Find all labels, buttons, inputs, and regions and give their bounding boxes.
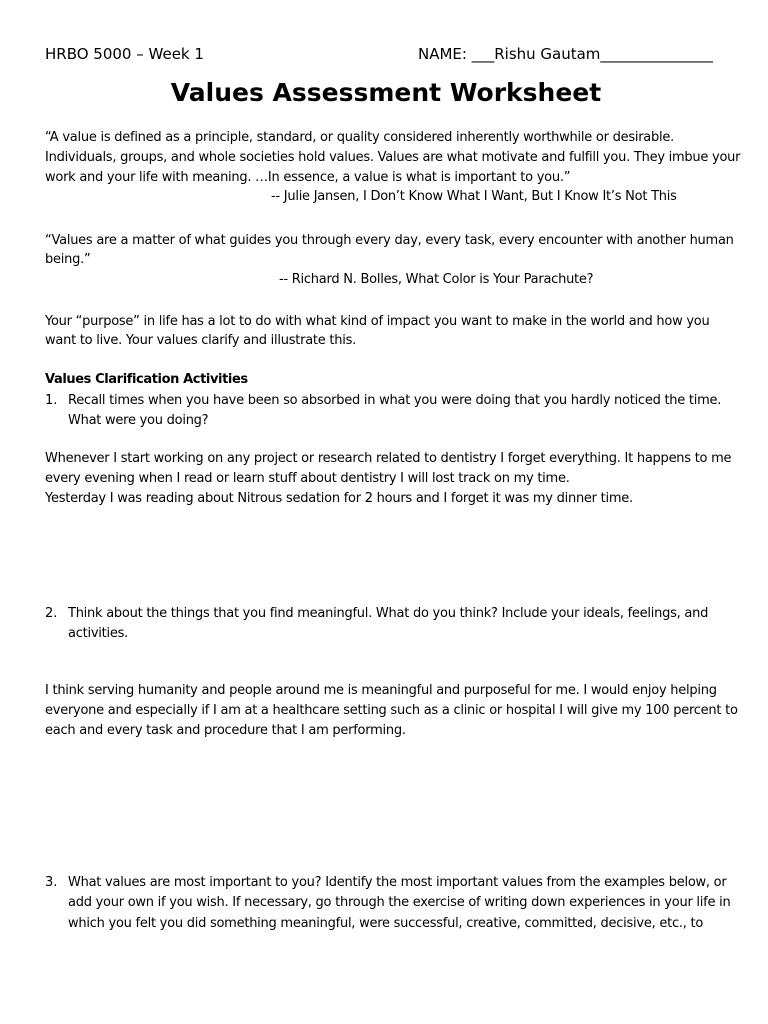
answer-text: I think serving humanity and people around me is meaningful and purposeful for me. I would enjoy helping xyxy=(45,683,717,698)
question-text: Recall times when you have been so absorbed in what you were doing that you hardly noticed the time. xyxy=(68,393,722,408)
purpose-line: Your “purpose” in life has a lot to do with what kind of impact you want to make in the world and how you xyxy=(45,314,710,329)
question-text: What values are most important to you? Identify the most important values from the examples below, or xyxy=(68,875,727,890)
answer-text: every evening when I read or learn stuff about dentistry I will lost track on my time. xyxy=(45,471,570,486)
page-title: Values Assessment Worksheet xyxy=(170,78,602,107)
purpose-line: want to live. Your values clarify and illustrate this. xyxy=(45,333,357,348)
answer-text: Yesterday I was reading about Nitrous sedation for 2 hours and I forget it was my dinner time. xyxy=(45,491,633,506)
section-heading: Values Clarification Activities xyxy=(45,372,248,387)
question-text: Think about the things that you find meaningful. What do you think? Include your ideals, feelings, and xyxy=(68,606,709,621)
question-text: What were you doing? xyxy=(68,413,209,428)
question-number: 1. xyxy=(45,393,58,408)
quote1-line: Individuals, groups, and whole societies hold values. Values are what motivate and fulfill you. They imbue your xyxy=(45,150,741,165)
question-number: 3. xyxy=(45,875,58,890)
answer-text: everyone and especially if I am at a healthcare setting such as a clinic or hospital I will give my 100 percent to xyxy=(45,703,738,718)
quote2-line: being.” xyxy=(45,252,91,267)
question-text: add your own if you wish. If necessary, go through the exercise of writing down experiences in your life in xyxy=(68,895,731,910)
course-label: HRBO 5000 – Week 1 xyxy=(45,45,204,63)
question-text: which you felt you did something meaningful, were successful, creative, committed, decisive, etc., to xyxy=(68,916,704,931)
student-name-line: NAME: ___Rishu Gautam_______________ xyxy=(418,45,713,63)
quote2-attribution: -- Richard N. Bolles, What Color is Your Parachute? xyxy=(279,272,594,287)
quote2-line: “Values are a matter of what guides you through every day, every task, every encounter with another human xyxy=(45,233,734,248)
quote1-line: work and your life with meaning. …In essence, a value is what is important to you.” xyxy=(45,170,571,185)
question-number: 2. xyxy=(45,606,58,621)
quote1-line: “A value is defined as a principle, standard, or quality considered inherently worthwhile or desirable. xyxy=(45,130,675,145)
answer-text: Whenever I start working on any project or research related to dentistry I forget everything. It happens to me xyxy=(45,451,732,466)
question-text: activities. xyxy=(68,626,128,641)
quote1-attribution: -- Julie Jansen, I Don’t Know What I Want, But I Know It’s Not This xyxy=(271,189,677,204)
answer-text: each and every task and procedure that I am performing. xyxy=(45,723,406,738)
